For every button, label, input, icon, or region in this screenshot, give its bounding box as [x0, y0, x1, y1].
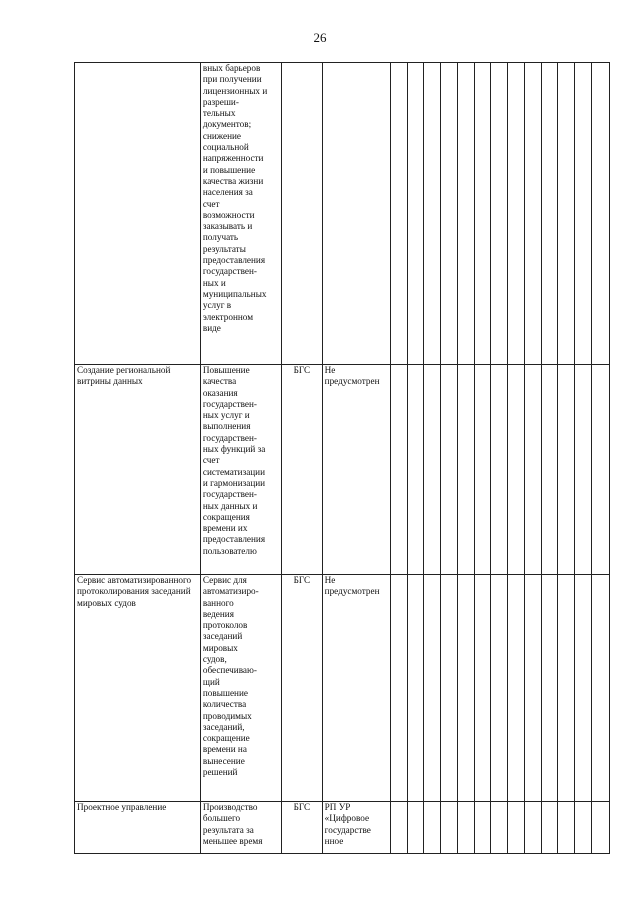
- project-name-cell: [75, 63, 201, 365]
- program-cell: Не предусмотрен: [322, 575, 390, 802]
- funding-source-cell: БГС: [282, 365, 323, 575]
- value-cell: [441, 63, 457, 365]
- program-cell: РП УР «Цифровое государстве нное: [322, 802, 390, 854]
- value-cell: [474, 802, 490, 854]
- value-cell: [558, 575, 575, 802]
- table-row: [75, 575, 610, 802]
- funding-source-cell: БГС: [282, 575, 323, 802]
- value-cell: [508, 802, 524, 854]
- value-cell: [390, 63, 407, 365]
- value-cell: [575, 365, 591, 575]
- value-cell: [491, 63, 508, 365]
- value-cell: [390, 575, 407, 802]
- value-cell: [390, 365, 407, 575]
- funding-source-cell: [282, 63, 323, 365]
- value-cell: [524, 63, 541, 365]
- value-cell: [508, 575, 524, 802]
- program-cell: [322, 63, 390, 365]
- value-cell: [390, 802, 407, 854]
- value-cell: [407, 575, 423, 802]
- project-goal-cell: вных барьеров при получении лицензионных и разреши- тельных документов; снижение социальной напряженности и повышение качества жизни населения за счет возможности заказывать и получать результаты предоставления государствен- ных и муниципальных услуг в электронном виде: [200, 63, 281, 365]
- value-cell: [407, 365, 423, 575]
- value-cell: [424, 802, 441, 854]
- value-cell: [474, 63, 490, 365]
- project-name-cell: Проектное управление: [75, 802, 201, 854]
- value-cell: [407, 802, 423, 854]
- project-name-cell: Создание региональной витрины данных: [75, 365, 201, 575]
- value-cell: [575, 63, 591, 365]
- value-cell: [524, 365, 541, 575]
- value-cell: [541, 802, 557, 854]
- project-goal-cell: Сервис для автоматизиро- ванного ведения протоколов заседаний мировых судов, обеспечиваю- щий повышение количества проводимых заседаний, сокращение времени на вынесение решений: [200, 575, 281, 802]
- value-cell: [457, 63, 474, 365]
- value-cell: [424, 575, 441, 802]
- value-cell: [441, 575, 457, 802]
- projects-table: [74, 62, 610, 854]
- value-cell: [491, 575, 508, 802]
- value-cell: [457, 802, 474, 854]
- value-cell: [591, 575, 609, 802]
- funding-source-cell: БГС: [282, 802, 323, 854]
- value-cell: [524, 802, 541, 854]
- value-cell: [541, 63, 557, 365]
- value-cell: [474, 365, 490, 575]
- project-name-cell: Сервис автоматизированного протоколирования заседаний мировых судов: [75, 575, 201, 802]
- value-cell: [591, 365, 609, 575]
- value-cell: [424, 63, 441, 365]
- value-cell: [575, 802, 591, 854]
- table-row: [75, 802, 610, 854]
- value-cell: [524, 575, 541, 802]
- value-cell: [558, 802, 575, 854]
- project-goal-cell: Повышение качества оказания государствен- ных услуг и выполнения государствен- ных функций за счет систематизации и гармонизации государствен- ных данных и сокращения времени их предоставления пользователю: [200, 365, 281, 575]
- project-goal-cell: Производство большего результата за меньшее время: [200, 802, 281, 854]
- value-cell: [441, 802, 457, 854]
- value-cell: [457, 575, 474, 802]
- value-cell: [541, 365, 557, 575]
- value-cell: [508, 365, 524, 575]
- value-cell: [491, 365, 508, 575]
- value-cell: [575, 575, 591, 802]
- table-row: [75, 63, 610, 365]
- value-cell: [441, 365, 457, 575]
- value-cell: [474, 575, 490, 802]
- program-cell: Не предусмотрен: [322, 365, 390, 575]
- value-cell: [407, 63, 423, 365]
- value-cell: [541, 575, 557, 802]
- value-cell: [591, 63, 609, 365]
- value-cell: [457, 365, 474, 575]
- value-cell: [558, 365, 575, 575]
- value-cell: [558, 63, 575, 365]
- value-cell: [491, 802, 508, 854]
- value-cell: [424, 365, 441, 575]
- value-cell: [508, 63, 524, 365]
- value-cell: [591, 802, 609, 854]
- page-number: 26: [313, 30, 327, 45]
- table-row: [75, 365, 610, 575]
